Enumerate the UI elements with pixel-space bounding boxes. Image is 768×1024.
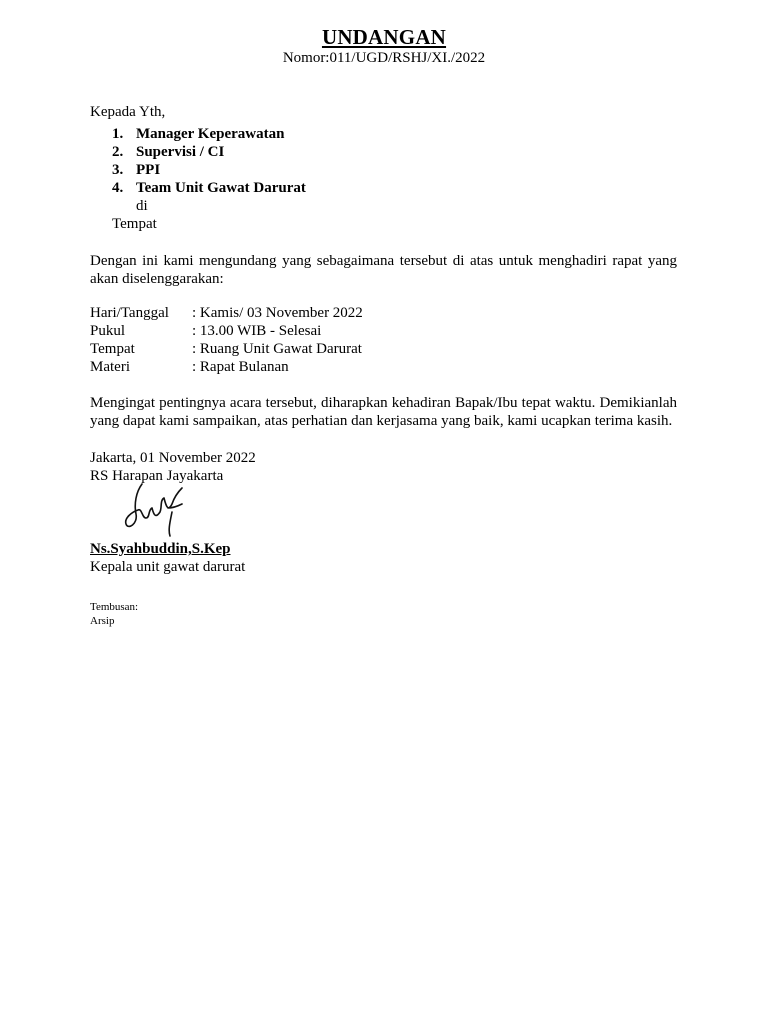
- recipient-item: [112, 143, 306, 161]
- detail-row: [90, 358, 363, 376]
- recipient-number: 2.: [112, 144, 124, 160]
- detail-value: : Rapat Bulanan: [192, 359, 289, 375]
- recipient-item: [112, 161, 306, 179]
- recipient-number: 3.: [112, 162, 124, 178]
- meeting-details: [90, 304, 363, 376]
- signature-image: [120, 478, 190, 540]
- recipient-name: Supervisi / CI: [136, 144, 225, 160]
- detail-value: : 13.00 WIB - Selesai: [192, 323, 322, 339]
- tempat-line: Tempat: [112, 216, 157, 232]
- recipient-name: PPI: [136, 162, 161, 178]
- cc-label: Tembusan:: [90, 601, 139, 613]
- detail-value: : Kamis/ 03 November 2022: [192, 305, 363, 321]
- intro-paragraph: Dengan ini kami mengundang yang sebagaimana tersebut di atas untuk menghadiri rapat yang akan diselenggarakan:: [90, 253, 677, 287]
- signer-name: Ns.Syahbuddin,S.Kep: [90, 541, 231, 557]
- closing-paragraph: Mengingat pentingnya acara tersebut, diharapkan kehadiran Bapak/Ibu tepat waktu. Demikianlah yang dapat kami sampaikan, atas perhatian dan kerjasama yang baik, kami ucapkan terima kasih.: [90, 395, 677, 429]
- cc-value: Arsip: [90, 615, 115, 627]
- detail-label: Hari/Tanggal: [90, 305, 169, 321]
- detail-label: Pukul: [90, 323, 126, 339]
- signer-title: Kepala unit gawat darurat: [90, 559, 246, 575]
- recipient-number: 1.: [112, 126, 124, 142]
- recipient-item: [112, 125, 306, 143]
- detail-row: [90, 304, 363, 322]
- recipient-list: [112, 125, 306, 197]
- detail-row: [90, 340, 363, 358]
- place-date: Jakarta, 01 November 2022: [90, 450, 256, 466]
- recipient-item: [112, 179, 306, 197]
- detail-row: [90, 322, 363, 340]
- detail-value: : Ruang Unit Gawat Darurat: [192, 341, 362, 357]
- letter-title: UNDANGAN: [321, 25, 447, 49]
- recipient-name: Team Unit Gawat Darurat: [136, 180, 306, 196]
- recipient-number: 4.: [112, 180, 124, 196]
- detail-label: Materi: [90, 359, 130, 375]
- salutation: Kepada Yth,: [90, 104, 166, 120]
- institution-name: RS Harapan Jayakarta: [90, 468, 224, 484]
- di-line: di: [136, 198, 148, 214]
- letter-number: Nomor:011/UGD/RSHJ/XI./2022: [282, 50, 486, 66]
- recipient-name: Manager Keperawatan: [136, 126, 285, 142]
- detail-label: Tempat: [90, 341, 135, 357]
